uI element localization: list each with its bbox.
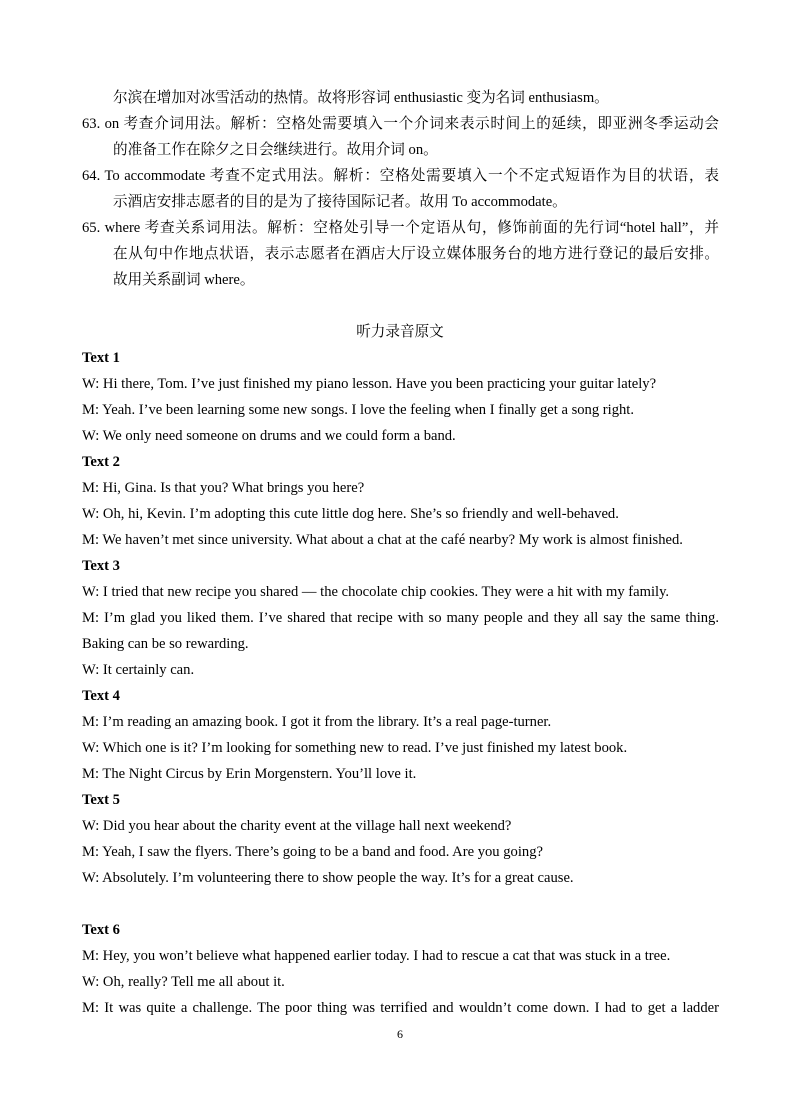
answer-63-line-1: 63. on 考查介词用法。解析：空格处需要填入一个介词来表示时间上的延续，即亚洲冬季运动会 — [82, 116, 719, 132]
dialogue-line: W: Did you hear about the charity event at the village hall next weekend? — [82, 818, 512, 834]
dialogue-line: W: Which one is it? I’m looking for something new to read. I’ve just finished my latest book. — [82, 740, 628, 756]
dialogue-line: W: Hi there, Tom. I’ve just finished my piano lesson. Have you been practicing your guitar lately? — [82, 376, 657, 392]
text-heading: Text 2 — [82, 454, 120, 470]
dialogue-line: W: Absolutely. I’m volunteering there to show people the way. It’s for a great cause. — [82, 870, 574, 886]
answer-64-line-2: 示酒店安排志愿者的目的是为了接待国际记者。故用 To accommodate。 — [113, 194, 567, 210]
dialogue-line: M: I’m glad you liked them. I’ve shared that recipe with so many people and they all say the same thing. — [82, 610, 719, 626]
answer-63-line-2: 的准备工作在除夕之日会继续进行。故用介词 on。 — [113, 142, 438, 158]
answer-62-continuation: 尔滨在增加对冰雪活动的热情。故将形容词 enthusiastic 变为名词 enthusiasm。 — [113, 90, 609, 106]
dialogue-line: M: The Night Circus by Erin Morgenstern. You’ll love it. — [82, 766, 417, 782]
dialogue-line: M: Yeah, I saw the flyers. There’s going to be a band and food. Are you going? — [82, 844, 543, 860]
page-number: 6 — [397, 1027, 403, 1041]
answer-65-line-3: 故用关系副词 where。 — [113, 272, 255, 288]
dialogue-line: W: Oh, really? Tell me all about it. — [82, 974, 285, 990]
dialogue-line: W: I tried that new recipe you shared — the chocolate chip cookies. They were a hit with my family. — [82, 584, 670, 600]
text-heading: Text 5 — [82, 792, 120, 808]
dialogue-line: W: We only need someone on drums and we could form a band. — [82, 428, 456, 444]
answer-65-line-2: 在从句中作地点状语，表示志愿者在酒店大厅设立媒体服务台的地方进行登记的最后安排。 — [113, 246, 719, 262]
dialogue-line: M: I’m reading an amazing book. I got it from the library. It’s a real page-turner. — [82, 714, 552, 730]
dialogue-line: W: It certainly can. — [82, 662, 195, 678]
dialogue-line: M: We haven’t met since university. What about a chat at the café nearby? My work is almost finished. — [82, 532, 683, 548]
text-heading: Text 3 — [82, 558, 120, 574]
dialogue-line: M: It was quite a challenge. The poor thing was terrified and wouldn’t come down. I had to get a ladder — [82, 1000, 719, 1016]
section-title: 听力录音原文 — [356, 324, 444, 340]
dialogue-line: W: Oh, hi, Kevin. I’m adopting this cute little dog here. She’s so friendly and well-behaved. — [82, 506, 619, 522]
dialogue-line: M: Hi, Gina. Is that you? What brings you here? — [82, 480, 365, 496]
text-heading: Text 1 — [82, 350, 120, 366]
dialogue-line: M: Hey, you won’t believe what happened earlier today. I had to rescue a cat that was stuck in a tree. — [82, 948, 671, 964]
answer-65-line-1: 65. where 考查关系词用法。解析：空格处引导一个定语从句，修饰前面的先行词“hotel hall”，并 — [82, 220, 719, 236]
text-heading: Text 4 — [82, 688, 120, 704]
dialogue-line: M: Yeah. I’ve been learning some new songs. I love the feeling when I finally get a song right. — [82, 402, 634, 418]
text-heading: Text 6 — [82, 922, 120, 938]
dialogue-line: Baking can be so rewarding. — [82, 636, 249, 652]
answer-64-line-1: 64. To accommodate 考查不定式用法。解析：空格处需要填入一个不定式短语作为目的状语，表 — [82, 168, 719, 184]
